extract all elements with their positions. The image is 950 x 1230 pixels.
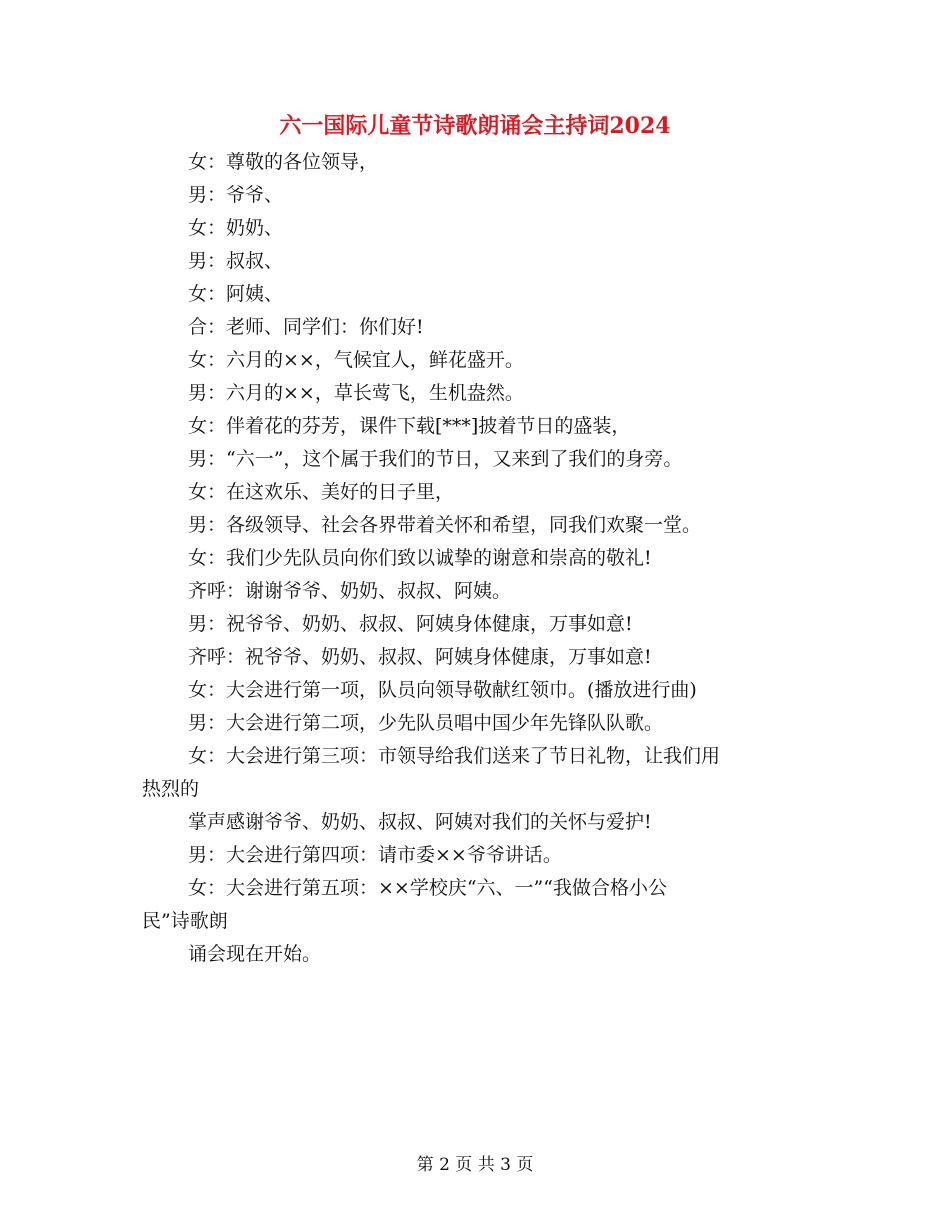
script-line: 男：祝爷爷、奶奶、叔叔、阿姨身体健康，万事如意! <box>188 613 633 635</box>
script-line-continuation: 热烈的 <box>142 778 200 800</box>
script-line-continuation: 民”诗歌朗 <box>142 910 228 932</box>
script-line: 女：大会进行第一项，队员向领导敬献红领巾。(播放进行曲) <box>188 679 697 701</box>
script-line: 合：老师、同学们：你们好! <box>188 316 424 338</box>
script-line: 女：大会进行第五项：××学校庆“六、一”“我做合格小公 <box>188 877 667 899</box>
script-line: 掌声感谢爷爷、奶奶、叔叔、阿姨对我们的关怀与爱护! <box>188 811 652 833</box>
script-line: 齐呼：谢谢爷爷、奶奶、叔叔、阿姨。 <box>188 580 512 602</box>
script-line: 男：六月的××，草长莺飞，生机盎然。 <box>188 382 524 404</box>
script-line: 女：在这欢乐、美好的日子里， <box>188 481 455 503</box>
script-line: 女：我们少先队员向你们致以诚挚的谢意和崇高的敬礼! <box>188 547 652 569</box>
script-line: 男：“六一”，这个属于我们的节日，又来到了我们的身旁。 <box>188 448 683 470</box>
document-body <box>142 146 810 971</box>
script-line: 女：六月的××，气候宜人，鲜花盛开。 <box>188 349 524 371</box>
script-line: 女：阿姨、 <box>188 283 284 305</box>
script-line: 女：奶奶、 <box>188 217 284 239</box>
script-line: 男：各级领导、社会各界带着关怀和希望，同我们欢聚一堂。 <box>188 514 702 536</box>
script-line: 男：叔叔、 <box>188 250 284 272</box>
script-line: 男：爷爷、 <box>188 184 284 206</box>
script-line: 男：大会进行第二项，少先队员唱中国少年先锋队队歌。 <box>188 712 664 734</box>
script-line: 女：尊敬的各位领导， <box>188 151 379 173</box>
script-line: 女：大会进行第三项：市领导给我们送来了节日礼物，让我们用 <box>188 745 721 767</box>
script-line: 齐呼：祝爷爷、奶奶、叔叔、阿姨身体健康，万事如意! <box>188 646 652 668</box>
page-number: 第 2 页 共 3 页 <box>416 1155 534 1175</box>
script-line: 诵会现在开始。 <box>188 943 322 965</box>
script-line: 男：大会进行第四项：请市委××爷爷讲话。 <box>188 844 562 866</box>
document-title: 六一国际儿童节诗歌朗诵会主持词2024 <box>279 113 671 139</box>
script-line: 女：伴着花的芬芳，课件下载[***]披着节日的盛装， <box>188 415 631 437</box>
